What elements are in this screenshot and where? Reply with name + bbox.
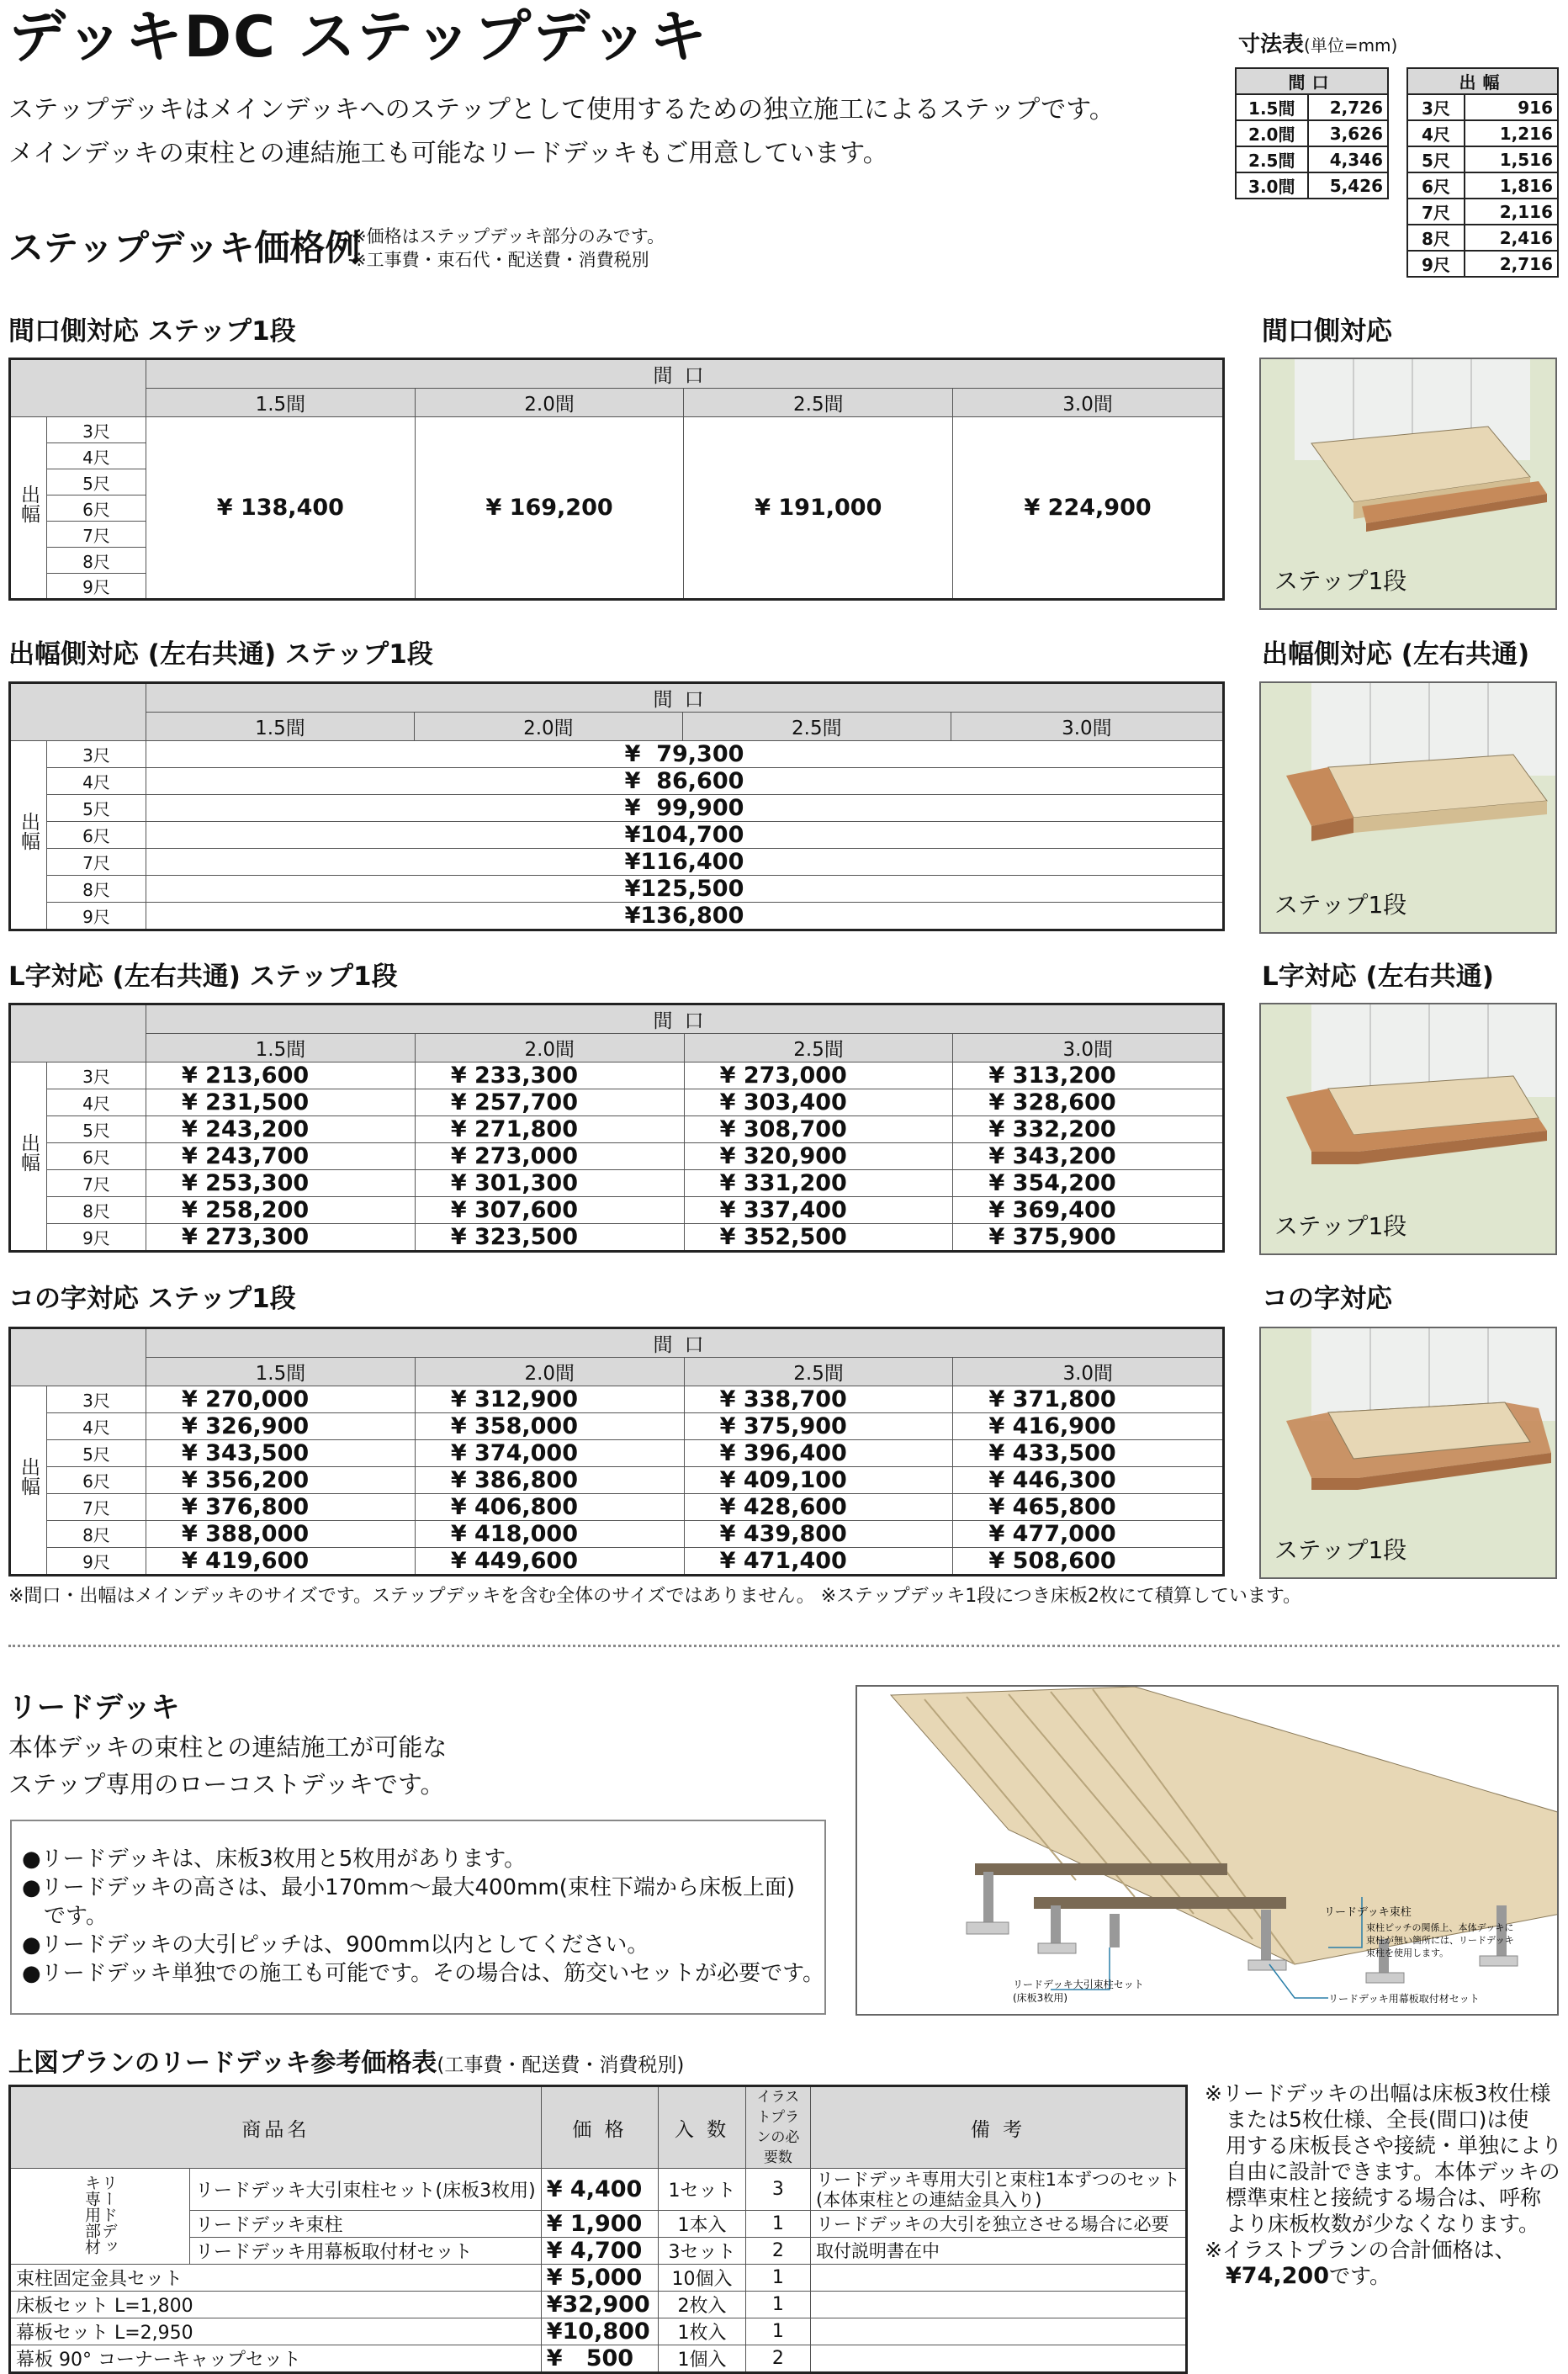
lead-deck-desc (8, 1729, 447, 1803)
table1-label: 間口側対応 (1262, 316, 1392, 347)
price-cell: ¥ 243,700 (146, 1143, 416, 1170)
product-note (811, 2169, 1187, 2211)
product-name: 束柱固定金具セット (10, 2265, 542, 2292)
table-row (10, 1116, 1224, 1143)
total-price: ¥74,200 (1226, 2263, 1329, 2289)
table2-label: 出幅側対応 (左右共通) (1262, 639, 1530, 670)
product-qty: 2枚入 (659, 2292, 746, 2318)
note-line: リードデッキの大引を独立させる場合に必要 (816, 2213, 1169, 2234)
price-cell: ¥ 356,200 (146, 1467, 416, 1494)
col-header: 2.0間 (415, 1034, 684, 1062)
price-cell: ¥ 376,800 (146, 1494, 416, 1521)
size-cell: 9尺 (47, 1224, 146, 1252)
illustration-caption: ステップ1段 (1274, 567, 1407, 595)
size-cell: 8尺 (47, 876, 146, 903)
size-cell: 3尺 (47, 417, 146, 443)
price-cell: ¥ 428,600 (684, 1494, 953, 1521)
label-tsuka-note-3: 束柱を使用します。 (1366, 1947, 1449, 1958)
price-cell: ¥ 273,300 (146, 1224, 416, 1252)
col-header: 2.5間 (684, 1034, 953, 1062)
table-row (10, 876, 1224, 903)
product-note (811, 2238, 1187, 2265)
product-need: 2 (745, 2345, 810, 2373)
dimension-value: 5,426 (1308, 172, 1388, 199)
price-cell: ¥ 352,500 (684, 1224, 953, 1252)
price-cell: ¥ 439,800 (684, 1521, 953, 1548)
product-need: 1 (745, 2265, 810, 2292)
maguchi-header: 間口 (146, 359, 1224, 389)
dimension-row (1407, 120, 1558, 146)
size-cell: 5尺 (47, 1440, 146, 1467)
col-header: 2.5間 (684, 1358, 953, 1386)
product-name: リードデッキ大引束柱セット(床板3枚用) (190, 2169, 542, 2211)
price-cell: ¥ 338,700 (684, 1386, 953, 1413)
table1-title: 間口側対応 ステップ1段 (8, 316, 296, 347)
table-row (10, 1170, 1224, 1197)
size-cell: 7尺 (47, 1494, 146, 1521)
size-cell: 5尺 (47, 469, 146, 495)
dimension-value: 1,216 (1465, 120, 1558, 146)
size-cell: 3尺 (47, 741, 146, 768)
product-qty: 1個入 (659, 2345, 746, 2373)
size-cell: 3尺 (47, 1386, 146, 1413)
price-cell: ¥ 375,900 (684, 1413, 953, 1440)
note-line: 取付説明書在中 (816, 2240, 940, 2261)
price-cell: ¥ 243,200 (146, 1116, 416, 1143)
price-table-3 (8, 1003, 1225, 1253)
dimension-label: 4尺 (1407, 120, 1465, 146)
price-cell: ¥ 233,300 (415, 1062, 684, 1089)
dimension-value: 3,626 (1308, 120, 1388, 146)
table4-label: コの字対応 (1262, 1284, 1392, 1314)
divider (8, 1645, 1560, 1647)
dimension-row (1236, 172, 1388, 199)
size-cell: 7尺 (47, 522, 146, 548)
col-header: 1.5間 (146, 713, 415, 741)
product-need: 1 (745, 2318, 810, 2345)
price-section-notes (352, 225, 665, 272)
table-row (10, 1224, 1224, 1252)
dehaba-dimension-table (1406, 67, 1559, 278)
price-cell: ¥ 465,800 (953, 1494, 1224, 1521)
price-cell: ¥ 273,000 (415, 1143, 684, 1170)
product-need: 1 (745, 2211, 810, 2238)
price-cell: ¥ 138,400 (146, 417, 416, 600)
price-cell: ¥ 374,000 (415, 1440, 684, 1467)
table-row (10, 822, 1224, 849)
product-price: ¥10,800 (541, 2318, 659, 2345)
product-note (811, 2345, 1187, 2373)
price-cell: ¥ 191,000 (684, 417, 953, 600)
price-cell: ¥ 257,700 (415, 1089, 684, 1116)
bullet-item: ●リードデッキの高さは、最小170mm～最大400mm(束柱下端から床板上面) (22, 1875, 796, 1900)
dimension-label: 3.0間 (1236, 172, 1308, 199)
price-cell: ¥ 271,800 (415, 1116, 684, 1143)
price-cell: ¥ 328,600 (953, 1089, 1224, 1116)
col-header-name: 商品名 (10, 2086, 542, 2169)
price-cell: ¥ 418,000 (415, 1521, 684, 1548)
label-maku: リードデッキ用幕板取付材セット (1328, 1993, 1480, 2005)
table-row (10, 903, 1224, 930)
price-cell: ¥ 343,200 (953, 1143, 1224, 1170)
price-cell: ¥ 331,200 (684, 1170, 953, 1197)
size-cell: 7尺 (47, 1170, 146, 1197)
product-note (811, 2265, 1187, 2292)
product-need: 1 (745, 2292, 810, 2318)
price-cell: ¥ 386,800 (415, 1467, 684, 1494)
reference-row (10, 2292, 1187, 2318)
maguchi-header: 間口 (146, 683, 1224, 713)
illustration-maguchi (1259, 358, 1557, 610)
note-line: 標準束柱と接続する場合は、呼称 (1205, 2186, 1542, 2210)
illustration-caption: ステップ1段 (1274, 891, 1407, 919)
bullet-item: ●リードデッキの大引ピッチは、900mm以内としてください。 (22, 1932, 649, 1958)
product-qty: 1セット (659, 2169, 746, 2211)
dimension-value: 916 (1465, 94, 1558, 120)
table-row (10, 1521, 1224, 1548)
dehaba-row-header: 出幅 (10, 1386, 47, 1576)
price-cell: ¥ 471,400 (684, 1548, 953, 1576)
desc-line: ステップ専用のローコストデッキです。 (8, 1770, 445, 1799)
size-cell: 7尺 (47, 849, 146, 876)
intro-text (8, 88, 1115, 176)
dimension-label: 9尺 (1407, 251, 1465, 277)
note-line: 用する床板長さや接続・単独により (1205, 2133, 1563, 2158)
reference-row (10, 2318, 1187, 2345)
maguchi-dimension-table (1235, 67, 1389, 199)
price-cell: ¥ 320,900 (684, 1143, 953, 1170)
price-cell: ¥ 477,000 (953, 1521, 1224, 1548)
dimension-title: 寸法表(単位=mm) (1238, 32, 1398, 57)
dimension-value: 2,716 (1465, 251, 1558, 277)
product-need: 3 (745, 2169, 810, 2211)
note-line: または5枚仕様、全長(間口)は使 (1205, 2107, 1529, 2132)
reference-row (10, 2169, 1187, 2211)
table-row (10, 1494, 1224, 1521)
product-name: リードデッキ用幕板取付材セット (190, 2238, 542, 2265)
col-header: 2.0間 (415, 1358, 684, 1386)
product-name: リードデッキ束柱 (190, 2211, 542, 2238)
size-cell: 9尺 (47, 903, 146, 930)
note-line: ※価格はステップデッキ部分のみです。 (352, 226, 665, 246)
table-row (10, 768, 1224, 795)
maguchi-header: 間口 (1236, 68, 1388, 94)
table-row (10, 1197, 1224, 1224)
price-table-1 (8, 358, 1225, 601)
dehaba-row-header: 出幅 (10, 417, 47, 600)
price-cell: ¥ 508,600 (953, 1548, 1224, 1576)
price-cell: ¥ 433,500 (953, 1440, 1224, 1467)
reference-title: 上図プランのリードデッキ参考価格表(工事費・配送費・消費税別) (8, 2048, 685, 2078)
product-price: ¥ 5,000 (541, 2265, 659, 2292)
price-table-4 (8, 1327, 1225, 1576)
product-name: 幕板 90° コーナーキャップセット (10, 2345, 542, 2373)
size-footnote: ※間口・出幅はメインデッキのサイズです。ステップデッキを含む全体のサイズではありません。 ※ステップデッキ1段につき床板2枚にて積算しています。 (8, 1586, 1302, 1607)
price-cell: ¥ 307,600 (415, 1197, 684, 1224)
price-cell: ¥ 369,400 (953, 1197, 1224, 1224)
dimension-value: 1,816 (1465, 172, 1558, 199)
size-cell: 4尺 (47, 1089, 146, 1116)
intro-line-1: ステップデッキはメインデッキへのステップとして使用するための独立施工によるステップです。 (8, 95, 1115, 125)
size-cell: 4尺 (47, 768, 146, 795)
price-section-title: ステップデッキ価格例 (8, 227, 361, 268)
dehaba-header: 出幅 (1407, 68, 1558, 94)
dimension-row (1236, 120, 1388, 146)
table4-title: コの字対応 ステップ1段 (8, 1284, 296, 1314)
price-cell: ¥136,800 (146, 903, 1224, 930)
dimension-row (1407, 146, 1558, 172)
table3-label: L字対応 (左右共通) (1262, 962, 1494, 992)
product-qty: 10個入 (659, 2265, 746, 2292)
col-header: 1.5間 (146, 1034, 416, 1062)
price-cell: ¥ 273,000 (684, 1062, 953, 1089)
size-cell: 6尺 (47, 1143, 146, 1170)
price-cell: ¥ 303,400 (684, 1089, 953, 1116)
dehaba-row-header: 出幅 (10, 1062, 47, 1252)
size-cell: 3尺 (47, 1062, 146, 1089)
col-header: 3.0間 (953, 389, 1224, 417)
price-cell: ¥ 312,900 (415, 1386, 684, 1413)
table-row (10, 849, 1224, 876)
note-line: (本体束柱との連結金具入り) (816, 2189, 1042, 2210)
product-qty: 1枚入 (659, 2318, 746, 2345)
price-cell: ¥ 231,500 (146, 1089, 416, 1116)
dimension-row (1407, 199, 1558, 225)
col-header-note: 備 考 (811, 2086, 1187, 2169)
note-line: より床板枚数が少なくなります。 (1205, 2212, 1540, 2236)
size-cell: 4尺 (47, 1413, 146, 1440)
col-header-price: 価 格 (541, 2086, 659, 2169)
page-title: デッキDC ステップデッキ (8, 4, 708, 71)
lead-deck-title: リードデッキ (8, 1691, 180, 1725)
size-cell: 4尺 (47, 443, 146, 469)
price-cell: ¥ 343,500 (146, 1440, 416, 1467)
price-cell: ¥ 86,600 (146, 768, 1224, 795)
product-qty: 3セット (659, 2238, 746, 2265)
dimension-label: 2.5間 (1236, 146, 1308, 172)
size-cell: 8尺 (47, 548, 146, 574)
total-suffix: です。 (1329, 2264, 1391, 2288)
dimension-value: 1,516 (1465, 146, 1558, 172)
table-row (10, 1440, 1224, 1467)
lead-deck-illustration (856, 1685, 1559, 2016)
bullet-item: です。 (22, 1904, 108, 1929)
dimension-row (1407, 94, 1558, 120)
maguchi-header: 間口 (146, 1004, 1224, 1034)
dimension-row (1236, 146, 1388, 172)
dimension-label: 7尺 (1407, 199, 1465, 225)
size-cell: 5尺 (47, 795, 146, 822)
col-header: 2.0間 (415, 389, 684, 417)
size-cell: 6尺 (47, 495, 146, 522)
col-header: 3.0間 (953, 1358, 1224, 1386)
illustration-l (1259, 1003, 1557, 1255)
price-cell: ¥104,700 (146, 822, 1224, 849)
reference-row (10, 2345, 1187, 2373)
col-header: 3.0間 (953, 1034, 1224, 1062)
price-cell: ¥ 406,800 (415, 1494, 684, 1521)
price-cell: ¥ 371,800 (953, 1386, 1224, 1413)
dimension-label: 8尺 (1407, 225, 1465, 251)
intro-line-2: メインデッキの束柱との連結施工も可能なリードデッキもご用意しています。 (8, 139, 888, 168)
group-label: リードデッキ専用部材 (10, 2169, 190, 2265)
price-cell: ¥ 308,700 (684, 1116, 953, 1143)
price-cell: ¥125,500 (146, 876, 1224, 903)
price-table-2 (8, 681, 1225, 931)
dimension-label: 6尺 (1407, 172, 1465, 199)
product-qty: 1本入 (659, 2211, 746, 2238)
product-price: ¥32,900 (541, 2292, 659, 2318)
price-cell: ¥ 358,000 (415, 1413, 684, 1440)
price-cell: ¥ 337,400 (684, 1197, 953, 1224)
price-cell: ¥116,400 (146, 849, 1224, 876)
table-row (10, 1089, 1224, 1116)
table-row (10, 1548, 1224, 1576)
dimension-value: 2,726 (1308, 94, 1388, 120)
price-cell: ¥ 313,200 (953, 1062, 1224, 1089)
product-name: 床板セット L=1,800 (10, 2292, 542, 2318)
lead-deck-diagram (857, 1687, 1559, 2016)
table2-title: 出幅側対応 (左右共通) ステップ1段 (8, 639, 433, 670)
size-cell: 6尺 (47, 822, 146, 849)
table-row (10, 1143, 1224, 1170)
size-cell: 6尺 (47, 1467, 146, 1494)
dimension-label: 3尺 (1407, 94, 1465, 120)
table-row (10, 795, 1224, 822)
price-cell: ¥ 301,300 (415, 1170, 684, 1197)
col-header: 2.5間 (684, 389, 953, 417)
price-cell: ¥ 388,000 (146, 1521, 416, 1548)
price-cell: ¥ 396,400 (684, 1440, 953, 1467)
note-line: ※工事費・束石代・配送費・消費税別 (352, 250, 649, 270)
note-line: ※リードデッキの出幅は床板3枚仕様 (1205, 2081, 1551, 2106)
desc-line: 本体デッキの束柱との連結施工が可能な (8, 1733, 448, 1762)
col-header: 1.5間 (146, 389, 416, 417)
label-set-sub: (床板3枚用) (1013, 1992, 1067, 2004)
bullet-item: ●リードデッキは、床板3枚用と5枚用があります。 (22, 1847, 527, 1872)
dimension-value: 2,116 (1465, 199, 1558, 225)
table3-title: L字対応 (左右共通) ステップ1段 (8, 962, 398, 992)
price-cell: ¥ 224,900 (953, 417, 1224, 600)
price-cell: ¥ 169,200 (415, 417, 684, 600)
price-cell: ¥ 419,600 (146, 1548, 416, 1576)
bullet-item: ●リードデッキ単独での施工も可能です。その場合は、筋交いセットが必要です。 (22, 1961, 825, 1986)
label-tsuka-note-2: 束柱が無い箇所には、リードデッキ (1366, 1935, 1514, 1946)
note-line: ※イラストプランの合計価格は、 (1205, 2238, 1516, 2262)
price-cell: ¥ 253,300 (146, 1170, 416, 1197)
price-cell: ¥ 270,000 (146, 1386, 416, 1413)
reference-side-note (1205, 2080, 1562, 2289)
size-cell: 9尺 (47, 574, 146, 600)
price-cell: ¥ 99,900 (146, 795, 1224, 822)
dimension-row (1407, 225, 1558, 251)
price-cell: ¥ 79,300 (146, 741, 1224, 768)
dimension-row (1407, 251, 1558, 277)
reference-price-table (8, 2085, 1188, 2374)
product-need: 2 (745, 2238, 810, 2265)
col-header-need: イラストプランの必要数 (745, 2086, 810, 2169)
size-cell: 5尺 (47, 1116, 146, 1143)
dimension-value: 4,346 (1308, 146, 1388, 172)
maguchi-header: 間口 (146, 1328, 1224, 1358)
dimension-label: 5尺 (1407, 146, 1465, 172)
note-line: リードデッキ専用大引と束柱1本ずつのセット (816, 2169, 1180, 2190)
product-note (811, 2211, 1187, 2238)
product-price: ¥ 4,700 (541, 2238, 659, 2265)
col-header: 1.5間 (146, 1358, 416, 1386)
size-cell: 8尺 (47, 1521, 146, 1548)
product-name: 幕板セット L=2,950 (10, 2318, 542, 2345)
label-tsuka-note-1: 束柱ピッチの関係上、本体デッキに (1366, 1922, 1514, 1933)
dimension-label: 1.5間 (1236, 94, 1308, 120)
illustration-ko (1259, 1327, 1557, 1579)
product-price: ¥ 4,400 (541, 2169, 659, 2211)
price-cell: ¥ 354,200 (953, 1170, 1224, 1197)
col-header: 3.0間 (951, 713, 1223, 741)
illustration-caption: ステップ1段 (1274, 1536, 1407, 1564)
product-note (811, 2318, 1187, 2345)
illustration-caption: ステップ1段 (1274, 1212, 1407, 1240)
product-price: ¥ 1,900 (541, 2211, 659, 2238)
size-cell: 9尺 (47, 1548, 146, 1576)
price-cell: ¥ 258,200 (146, 1197, 416, 1224)
dimension-value: 2,416 (1465, 225, 1558, 251)
dimension-row (1236, 94, 1388, 120)
dehaba-row-header: 出幅 (10, 741, 47, 930)
col-header-qty: 入 数 (659, 2086, 746, 2169)
table-row (10, 1413, 1224, 1440)
note-line: 自由に設計できます。本体デッキの (1205, 2159, 1560, 2184)
size-cell: 8尺 (47, 1197, 146, 1224)
product-note (811, 2292, 1187, 2318)
table-row (10, 1386, 1224, 1413)
product-price: ¥ 500 (541, 2345, 659, 2373)
price-cell: ¥ 449,600 (415, 1548, 684, 1576)
dimension-row (1407, 172, 1558, 199)
col-header: 2.5間 (682, 713, 951, 741)
price-cell: ¥ 213,600 (146, 1062, 416, 1089)
table-row (10, 741, 1224, 768)
label-tsuka: リードデッキ束柱 (1324, 1906, 1412, 1919)
price-cell: ¥ 409,100 (684, 1467, 953, 1494)
lead-deck-bullets (10, 1820, 826, 2015)
price-cell: ¥ 332,200 (953, 1116, 1224, 1143)
price-cell: ¥ 326,900 (146, 1413, 416, 1440)
reference-row (10, 2265, 1187, 2292)
label-set: リードデッキ大引束柱セット (1013, 1979, 1144, 1990)
price-cell: ¥ 375,900 (953, 1224, 1224, 1252)
col-header: 2.0間 (414, 713, 682, 741)
price-cell: ¥ 323,500 (415, 1224, 684, 1252)
table-row (10, 1467, 1224, 1494)
price-cell: ¥ 416,900 (953, 1413, 1224, 1440)
table-row (10, 1062, 1224, 1089)
illustration-dehaba (1259, 681, 1557, 934)
dimension-label: 2.0間 (1236, 120, 1308, 146)
price-cell: ¥ 446,300 (953, 1467, 1224, 1494)
